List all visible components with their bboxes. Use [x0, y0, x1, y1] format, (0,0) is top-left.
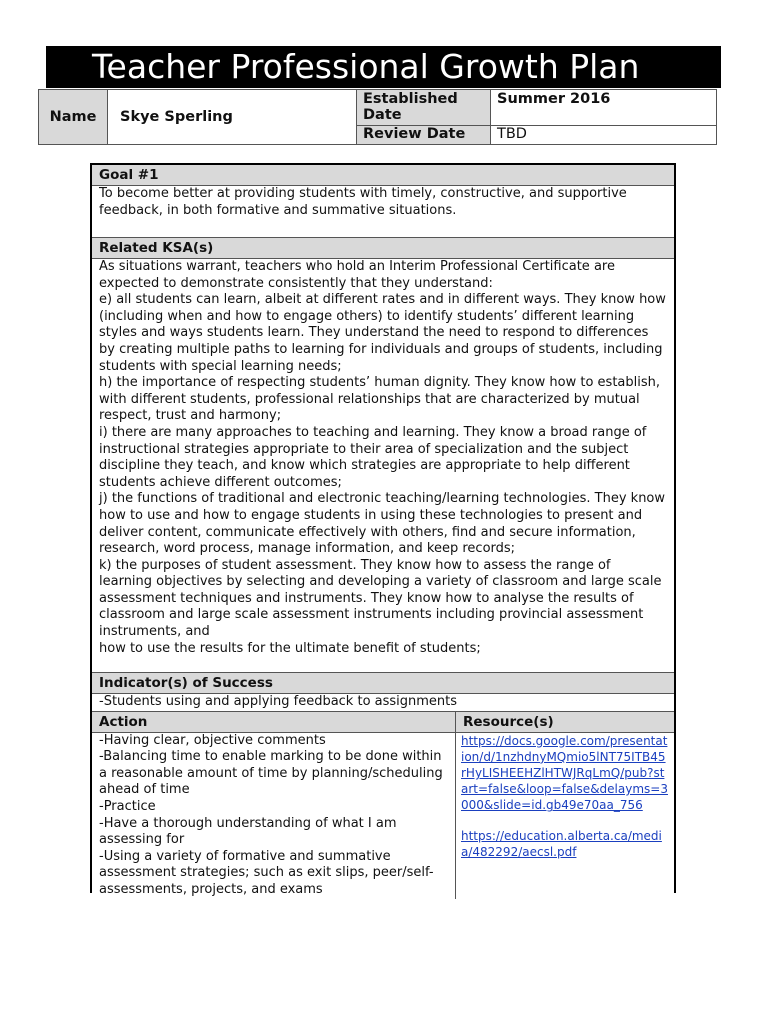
action-item: -Have a thorough understanding of what I am assessing for	[99, 815, 397, 848]
document-title: Teacher Professional Growth Plan	[46, 46, 721, 88]
action-item: -Using a variety of formative and summative assessment strategies; such as exit slips, peer/self-assessments, projects, and exams	[99, 848, 434, 897]
indicator-header: Indicator(s) of Success	[92, 672, 674, 694]
goal-text: To become better at providing students with timely, constructive, and supportive feedback, in both formative and summative situations.	[99, 186, 627, 218]
established-date-label: Established Date	[357, 90, 491, 126]
indicator-text: -Students using and applying feedback to assignments	[92, 694, 674, 712]
ksa-header: Related KSA(s)	[92, 237, 674, 259]
name-label: Name	[39, 90, 108, 145]
teacher-info-table	[38, 89, 717, 145]
resource-header: Resource(s)	[456, 712, 674, 733]
goal-header: Goal #1	[92, 165, 674, 186]
action-item: -Practice	[99, 798, 156, 814]
ksa-item-i: i) there are many approaches to teaching and learning. They know a broad range of instructional strategies appropriate to their area of specialization and the subject discipline they teach, and know which strategies are appropriate to help different students achieve different outcomes;	[99, 424, 647, 490]
action-column	[92, 712, 456, 899]
ksa-item-e: e) all students can learn, albeit at different rates and in different ways. They know how (including when and how to engage others) to identify students’ different learning styles and ways students learn. They understand the need to respond to differences by creating multiple paths to learning for individuals and groups of students, including students with special learning needs;	[99, 292, 666, 374]
action-item: -Having clear, objective comments	[99, 732, 326, 748]
action-item: -Balancing time to enable marking to be done within a reasonable amount of time by planning/scheduling ahead of time	[99, 749, 443, 798]
resource-link-education-alberta[interactable]: https://education.alberta.ca/media/482292/aecsl.pdf	[461, 828, 662, 859]
name-value: Skye Sperling	[108, 90, 357, 145]
established-date-value: Summer 2016	[491, 90, 717, 126]
ksa-text	[92, 259, 674, 672]
resource-column	[456, 712, 674, 899]
review-date-value: TBD	[491, 126, 717, 145]
action-resource-row	[92, 712, 674, 899]
ksa-item-h: h) the importance of respecting students’ human dignity. They know how to establish, with different students, professional relationships that are characterized by mutual respect, trust and harmony;	[99, 375, 661, 424]
resource-links	[456, 733, 674, 860]
ksa-intro: As situations warrant, teachers who hold an Interim Professional Certificate are expected to demonstrate consistently that they understand:	[99, 259, 615, 291]
ksa-item-k: k) the purposes of student assessment. They know how to assess the range of learning objectives by selecting and developing a variety of classroom and large scale assessment techniques and instruments. They know how to analyse the results of classroom and large scale assessment instruments including provincial assessment instruments, and	[99, 557, 662, 640]
action-header: Action	[92, 712, 455, 733]
resource-link-presentation[interactable]: https://docs.google.com/presentation/d/1nzhdnyMQmio5lNT75ITB45rHyLISHEEHZlHTWJRqLmQ/pub?start=false&loop=false&delayms=3000&slide=id.gb49e70aa_756	[461, 733, 668, 813]
action-list	[92, 733, 455, 899]
ksa-closing: how to use the results for the ultimate benefit of students;	[99, 640, 481, 656]
goal-section	[90, 163, 676, 897]
review-date-label: Review Date	[357, 126, 491, 145]
ksa-item-j: j) the functions of traditional and electronic teaching/learning technologies. They know how to use and how to engage students in using these technologies to present and deliver content, communicate effectively with others, find and secure information, research, word process, manage information, and keep records;	[99, 491, 666, 557]
